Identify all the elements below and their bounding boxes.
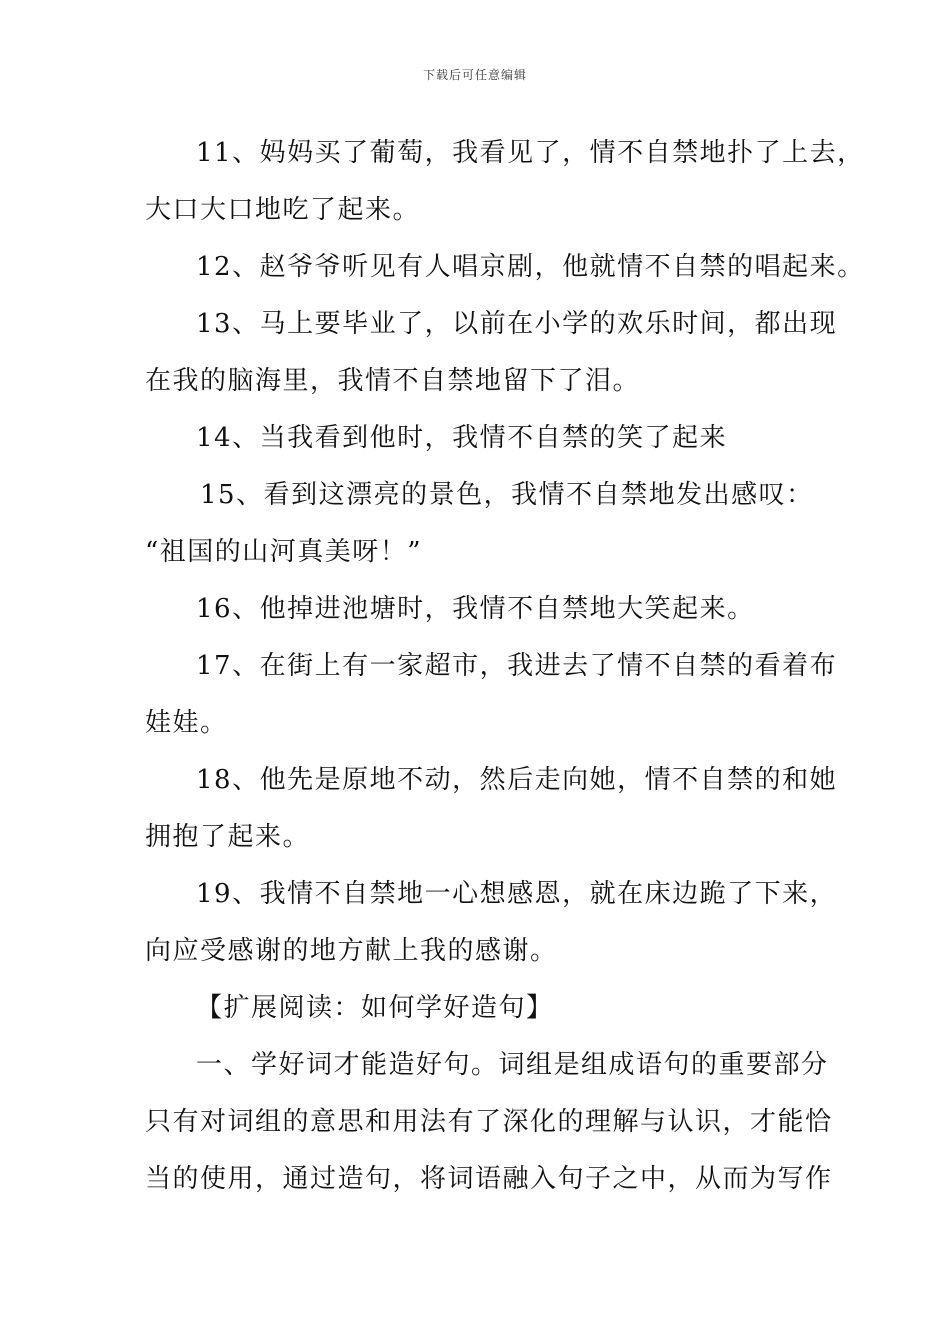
page-header: 下载后可任意编辑 <box>422 68 527 82</box>
sentence-18-line-1: 18、他先是原地不动，然后走向她，情不自禁的和她 <box>196 765 838 795</box>
sentence-18-line-2: 拥抱了起来。 <box>145 822 311 852</box>
paragraph-line-2: 只有对词组的意思和用法有了深化的理解与认识，才能恰 <box>145 1107 833 1137</box>
sentence-17-line-1: 17、在街上有一家超市，我进去了情不自禁的看着布 <box>196 651 838 681</box>
sentence-13-line-2: 在我的脑海里，我情不自禁地留下了泪。 <box>145 366 641 396</box>
sentence-15-line-1: 15、看到这漂亮的景色，我情不自禁地发出感叹： <box>200 480 814 510</box>
sentence-19-line-2: 向应受感谢的地方献上我的感谢。 <box>145 936 558 966</box>
paragraph-line-1: 一、学好词才能造好句。词组是组成语句的重要部分 <box>196 1050 829 1080</box>
sentence-17-line-2: 娃娃。 <box>145 708 228 738</box>
sentence-11-line-1: 11、妈妈买了葡萄，我看见了，情不自禁地扑了上去， <box>196 138 865 168</box>
sentence-11-line-2: 大口大口地吃了起来。 <box>145 195 421 225</box>
sentence-15-line-2: “祖国的山河真美呀！” <box>145 537 423 567</box>
sentence-12: 12、赵爷爷听见有人唱京剧，他就情不自禁的唱起来。 <box>196 252 865 282</box>
section-heading: 【扩展阅读：如何学好造句】 <box>196 993 554 1023</box>
sentence-19-line-1: 19、我情不自禁地一心想感恩，就在床边跪了下来， <box>196 879 838 909</box>
sentence-16: 16、他掉进池塘时，我情不自禁地大笑起来。 <box>196 594 755 624</box>
sentence-14: 14、当我看到他时，我情不自禁的笑了起来 <box>196 423 728 453</box>
paragraph-line-3: 当的使用，通过造句，将词语融入句子之中，从而为写作 <box>145 1164 833 1194</box>
sentence-13-line-1: 13、马上要毕业了，以前在小学的欢乐时间，都出现 <box>196 309 838 339</box>
